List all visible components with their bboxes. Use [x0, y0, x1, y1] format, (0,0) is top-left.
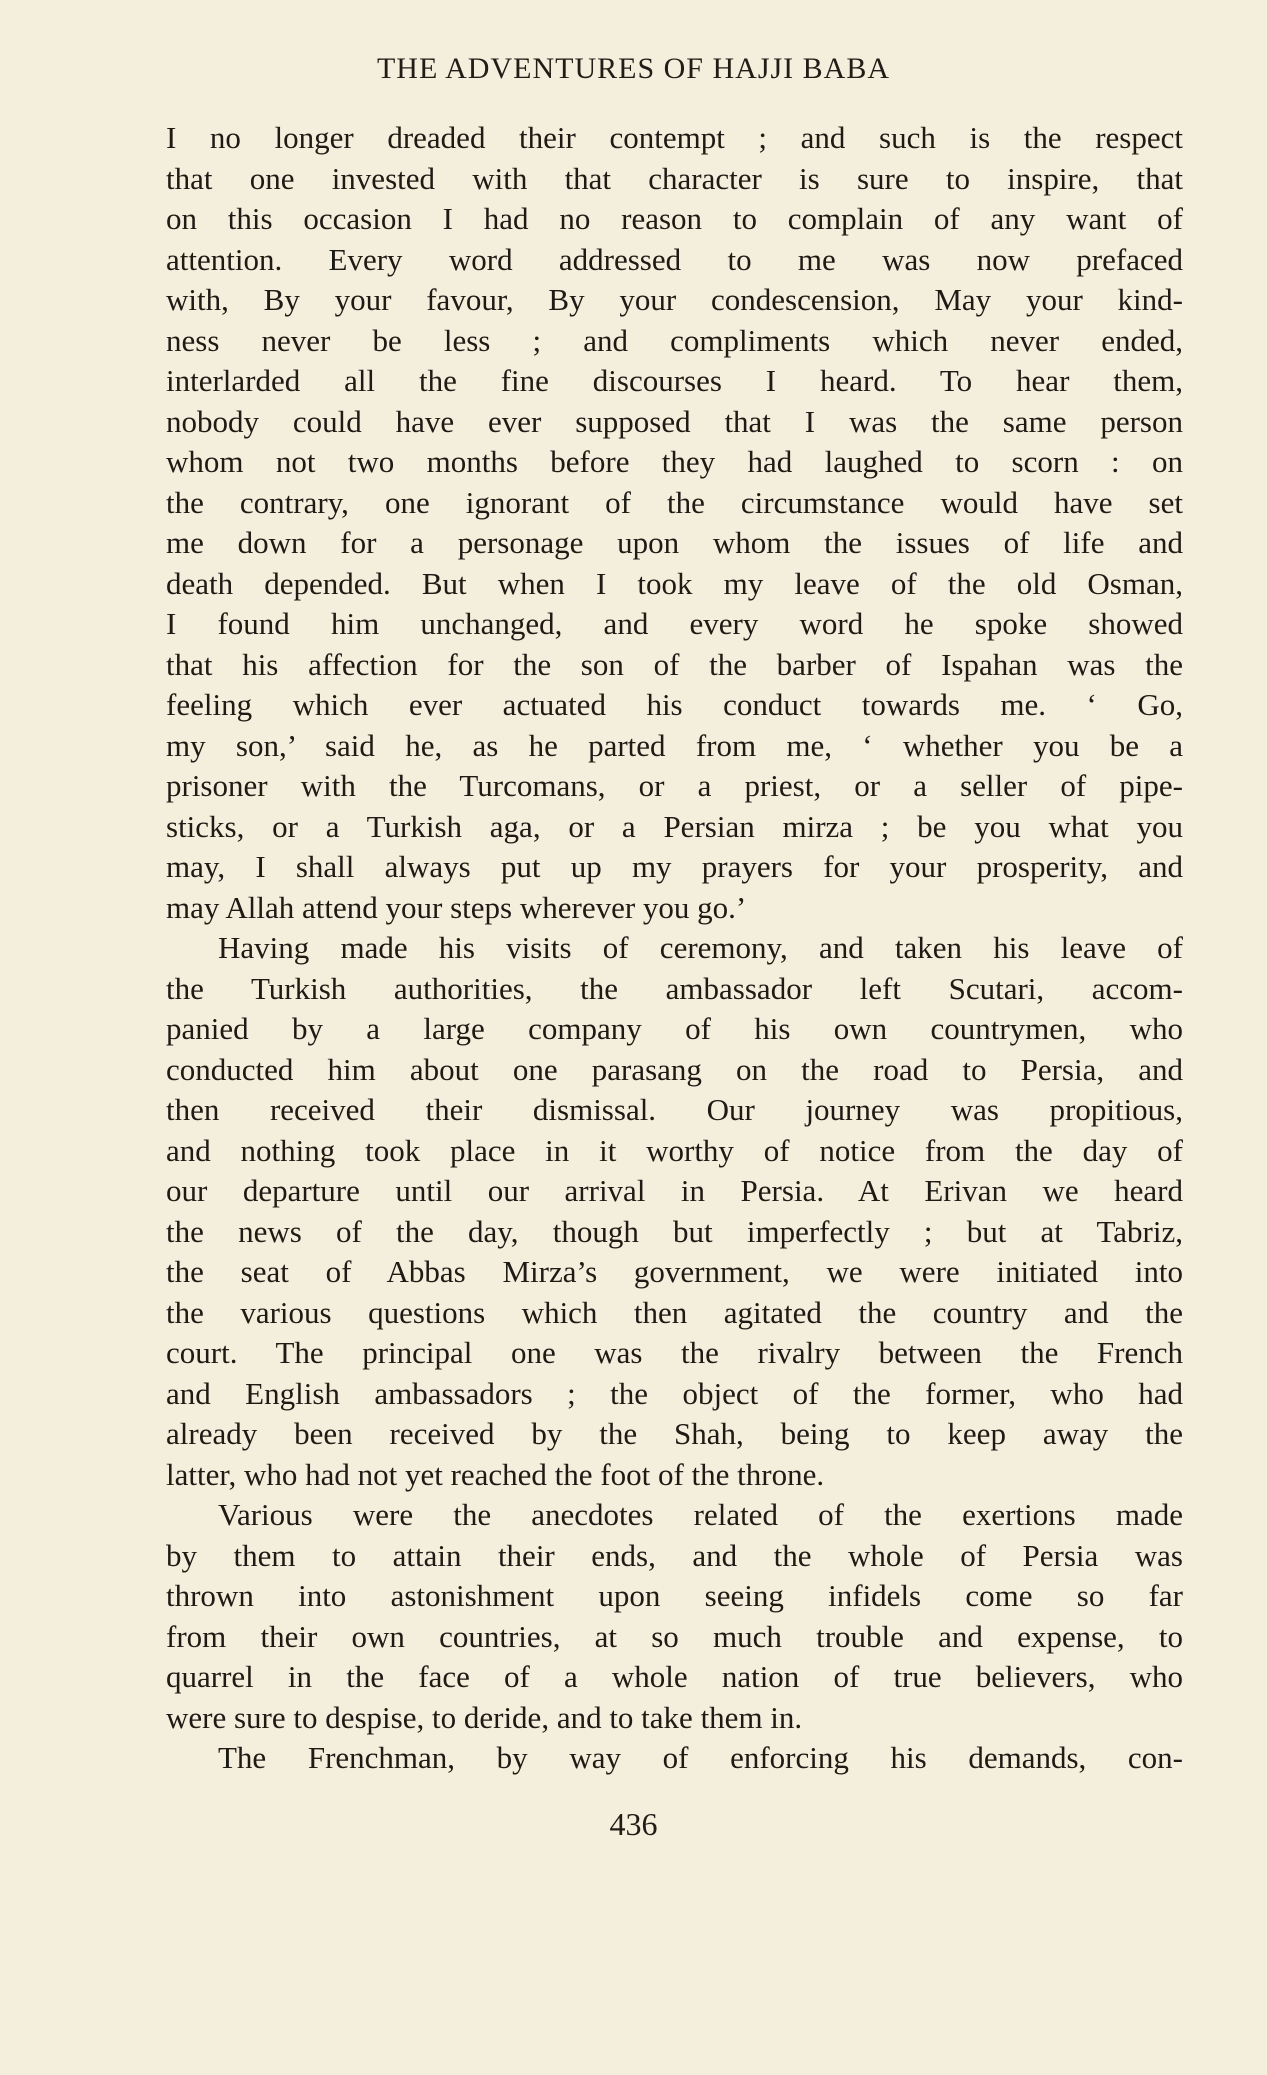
text-line: on this occasion I had no reason to complain of any want of	[166, 201, 1183, 236]
text-line: attention. Every word addressed to me was now prefaced	[166, 241, 1183, 277]
text-line: may, I shall always put up my prayers for your prosperity, and	[166, 849, 1183, 884]
text-line: I found him unchanged, and every word he spoke showed	[166, 606, 1183, 641]
text-line: ness never be less ; and compliments which never ended,	[166, 322, 1183, 358]
text-line: whom not two months before they had laughed to scorn : on	[166, 444, 1183, 479]
body-text	[166, 118, 1183, 1779]
text-line: conducted him about one parasang on the road to Persia, and	[166, 1051, 1183, 1087]
text-line: quarrel in the face of a whole nation of true believers, who	[166, 1659, 1183, 1694]
text-line: nobody could have ever supposed that I was the same person	[166, 403, 1183, 439]
paragraph-first-line: The Frenchman, by way of enforcing his demands, con-	[218, 1740, 1183, 1775]
text-line: panied by a large company of his own countrymen, who	[166, 1011, 1183, 1046]
paragraph-end-line: may Allah attend your steps wherever you go.’	[166, 889, 747, 925]
text-line: already been received by the Shah, being to keep away the	[166, 1416, 1183, 1451]
text-line: that one invested with that character is sure to inspire, that	[166, 160, 1183, 196]
paragraph-first-line: Having made his visits of ceremony, and taken his leave of	[218, 930, 1183, 965]
paragraph-end-line: latter, who had not yet reached the foot of the throne.	[166, 1456, 825, 1492]
text-line: death depended. But when I took my leave of the old Osman,	[166, 565, 1183, 601]
text-line: interlarded all the fine discourses I heard. To hear them,	[166, 363, 1183, 398]
text-line: my son,’ said he, as he parted from me, ‘ whether you be a	[166, 727, 1183, 763]
text-line: our departure until our arrival in Persia. At Erivan we heard	[166, 1173, 1183, 1208]
text-line: feeling which ever actuated his conduct towards me. ‘ Go,	[166, 687, 1183, 722]
paragraph-end-line: were sure to despise, to deride, and to take them in.	[166, 1699, 803, 1735]
text-line: me down for a personage upon whom the issues of life and	[166, 525, 1183, 560]
text-line: with, By your favour, By your condescension, May your kind-	[166, 282, 1183, 317]
text-line: the seat of Abbas Mirza’s government, we were initiated into	[166, 1254, 1183, 1289]
text-line: and English ambassadors ; the object of the former, who had	[166, 1375, 1183, 1411]
text-line: from their own countries, at so much trouble and expense, to	[166, 1618, 1183, 1654]
text-line: the Turkish authorities, the ambassador left Scutari, accom-	[166, 970, 1183, 1006]
text-line: thrown into astonishment upon seeing infidels come so far	[166, 1578, 1183, 1613]
text-line: then received their dismissal. Our journey was propitious,	[166, 1092, 1183, 1127]
text-line: and nothing took place in it worthy of notice from the day of	[166, 1132, 1183, 1168]
running-title: THE ADVENTURES OF HAJJI BABA	[376, 52, 891, 85]
text-line: the news of the day, though but imperfectly ; but at Tabriz,	[166, 1213, 1183, 1249]
text-line: the contrary, one ignorant of the circumstance would have set	[166, 484, 1183, 520]
page-number: 436	[609, 1806, 658, 1842]
paragraph-first-line: Various were the anecdotes related of the exertions made	[218, 1497, 1183, 1532]
text-line: by them to attain their ends, and the whole of Persia was	[166, 1537, 1183, 1573]
text-line: prisoner with the Turcomans, or a priest, or a seller of pipe-	[166, 768, 1183, 803]
text-line: I no longer dreaded their contempt ; and such is the respect	[166, 120, 1183, 155]
text-line: sticks, or a Turkish aga, or a Persian mirza ; be you what you	[166, 808, 1183, 844]
text-line: court. The principal one was the rivalry between the French	[166, 1335, 1183, 1370]
text-line: the various questions which then agitated the country and the	[166, 1294, 1183, 1330]
text-line: that his affection for the son of the barber of Ispahan was the	[166, 646, 1183, 682]
